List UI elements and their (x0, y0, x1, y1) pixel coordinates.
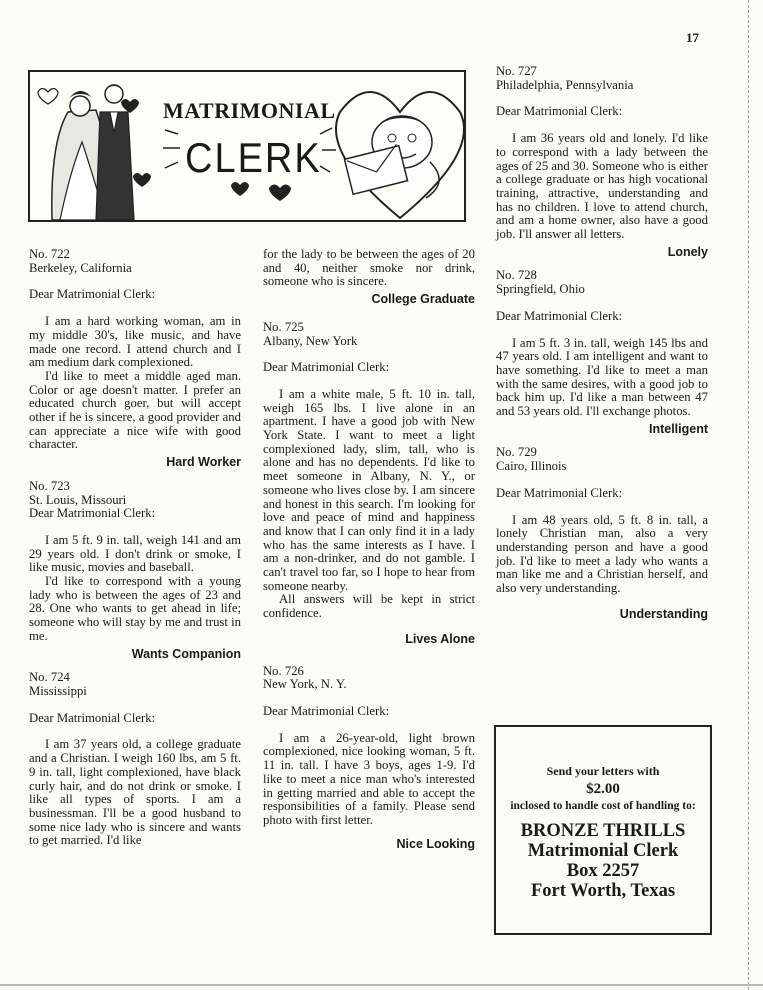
letter-paragraph: I am a hard working woman, am in my middle 30's, like music, and have made one record. I attend church and I am medium dark complexioned. (29, 314, 241, 370)
magazine-name: BRONZE THRILLS (520, 821, 686, 841)
letter-number: No. 725 (263, 319, 304, 334)
letter-paragraph: I am a 26-year-old, light brown complexioned, nice looking woman, 5 ft. 11 in. tall. I have 3 boys, ages 1-9. I'd like to meet a nice man who's interested in getting married and able to accept the responsibilities of a family. Please send photo with first letter. (263, 730, 475, 827)
letter-number: No. 729 (496, 445, 537, 460)
letter-location: Philadelphia, Pennsylvania (496, 77, 634, 92)
letter-paragraph: I am a white male, 5 ft. 10 in. tall, weigh 165 lbs. I live alone in an apartment. I have a good job with New York State. I want to meet a light complexioned lady, slim, tall, who is alone and has no dependents. I'd like to meet someone in Albany, N. Y., or someone who lives close by. I am sincere and honest in this search. I'm looking for love and peace of mind and happiness and know that I can only find it in a lady who has the same interests as I have. I am a non-drinker, and do not gamble. I can't travel too far, so I hope to hear from someone nearby. (263, 386, 475, 593)
letter-paragraph: I am 48 years old, 5 ft. 8 in. tall, a lonely Christian man, also a very understanding person and have a good job. I'd like to meet a lady who wants a man like me and a Christian herself, and also very understanding. (496, 512, 708, 596)
ad-note: inclosed to handle cost of handling to: (510, 800, 696, 812)
letter-signature: Hard Worker (166, 455, 241, 470)
letter-salutation: Dear Matrimonial Clerk: (496, 485, 623, 500)
letter-salutation: Dear Matrimonial Clerk: (263, 360, 390, 375)
letter-paragraph: I am 36 years old and lonely. I'd like to correspond with a lady between the ages of 25 and 30. Someone who is either a college graduate or has high vocational training, attractive, understanding and has no children. I love to attend church, and am a home owner, also have a good job. I'll answer all letters. (496, 131, 708, 242)
letter-paragraph: I'd like to meet a middle aged man. Color or age doesn't matter. I prefer an educated church goer, but will accept other if he is sincere, a good provider and can appreciate a nice wife with good character. (29, 368, 241, 452)
page-edge-bottom (0, 984, 763, 986)
letter-number: No. 728 (496, 268, 537, 283)
letter-729 (496, 446, 708, 621)
department-name: Matrimonial Clerk (527, 841, 679, 861)
letter-number: No. 723 (29, 478, 70, 493)
letter-number: No. 722 (29, 247, 70, 261)
letter-location: Springfield, Ohio (496, 282, 585, 297)
letter-signature: Nice Looking (396, 836, 475, 851)
letter-728 (496, 269, 708, 436)
letter-signature: Lives Alone (405, 631, 475, 646)
letter-salutation: Dear Matrimonial Clerk: (496, 104, 623, 119)
letter-location: Mississippi (29, 683, 87, 698)
letter-signature: Understanding (619, 606, 708, 621)
letter-location: St. Louis, Missouri (29, 492, 127, 507)
header-banner (28, 70, 466, 222)
letter-726 (263, 665, 475, 852)
letter-signature: Lonely (667, 244, 708, 259)
letter-number: No. 724 (29, 670, 70, 685)
letter-salutation: Dear Matrimonial Clerk: (29, 506, 156, 521)
mailing-address-box (494, 725, 712, 935)
letter-paragraph: I'd like to correspond with a young lady who is between the ages of 23 and 28. One who wants to get ahead in life; someone who will stay by me and trust in me. (29, 574, 241, 643)
letter-paragraph: for the lady to be between the ages of 20 and 40, neither smoke nor drink, someone who is sincere. (263, 247, 475, 289)
page-edge-right (748, 0, 759, 990)
letter-location: New York, N. Y. (263, 677, 347, 692)
letter-signature: Wants Companion (131, 646, 241, 661)
city-state: Fort Worth, Texas (530, 881, 676, 901)
letter-paragraph: I am 5 ft. 9 in. tall, weigh 141 and am 29 years old. I don't drink or smoke, I like music, movies and baseball. (29, 532, 241, 575)
letter-location: Berkeley, California (29, 260, 132, 275)
letter-location: Albany, New York (263, 333, 358, 348)
letter-signature: Intelligent (648, 421, 708, 436)
letter-724 (29, 671, 241, 848)
letter-salutation: Dear Matrimonial Clerk: (496, 308, 623, 323)
letter-723 (29, 480, 241, 661)
column-2 (263, 248, 475, 861)
letter-paragraph: All answers will be kept in strict confidence. (263, 592, 475, 621)
letter-727 (496, 65, 708, 259)
column-1 (29, 248, 241, 858)
letter-724-continued (263, 248, 475, 307)
page-number: 17 (686, 30, 699, 45)
letter-number: No. 727 (496, 64, 537, 78)
letter-number: No. 726 (263, 663, 304, 678)
letter-salutation: Dear Matrimonial Clerk: (29, 287, 156, 302)
column-3 (496, 65, 708, 632)
letter-722 (29, 248, 241, 470)
letter-signature: College Graduate (371, 292, 475, 307)
header-title: MATRIMONIAL (163, 98, 336, 123)
box-number: Box 2257 (566, 861, 640, 881)
ad-amount: $2.00 (586, 781, 620, 797)
letter-725 (263, 321, 475, 647)
header-subtitle: CLERK (185, 135, 322, 183)
ad-intro: Send your letters with (546, 764, 660, 778)
letter-location: Cairo, Illinois (496, 459, 567, 474)
letter-paragraph: I am 37 years old, a college graduate and a Christian. I weigh 160 lbs, am 5 ft. 9 in. tall, light complexioned, have black curly hair, and do not drink or smoke. I like all types of sports. I am a businessman. I'll be a good husband to some nice lady who is sincere and wants to get married. I'd like (29, 737, 241, 848)
letter-salutation: Dear Matrimonial Clerk: (263, 703, 390, 718)
letter-paragraph: I am 5 ft. 3 in. tall, weigh 145 lbs and 47 years old. I am intelligent and want to have something. I'd like to meet a man with the same desires, with a good job to back him up. I'd like a man between 47 and 53 years old. I'll exchange photos. (496, 335, 708, 419)
letter-salutation: Dear Matrimonial Clerk: (29, 710, 156, 725)
